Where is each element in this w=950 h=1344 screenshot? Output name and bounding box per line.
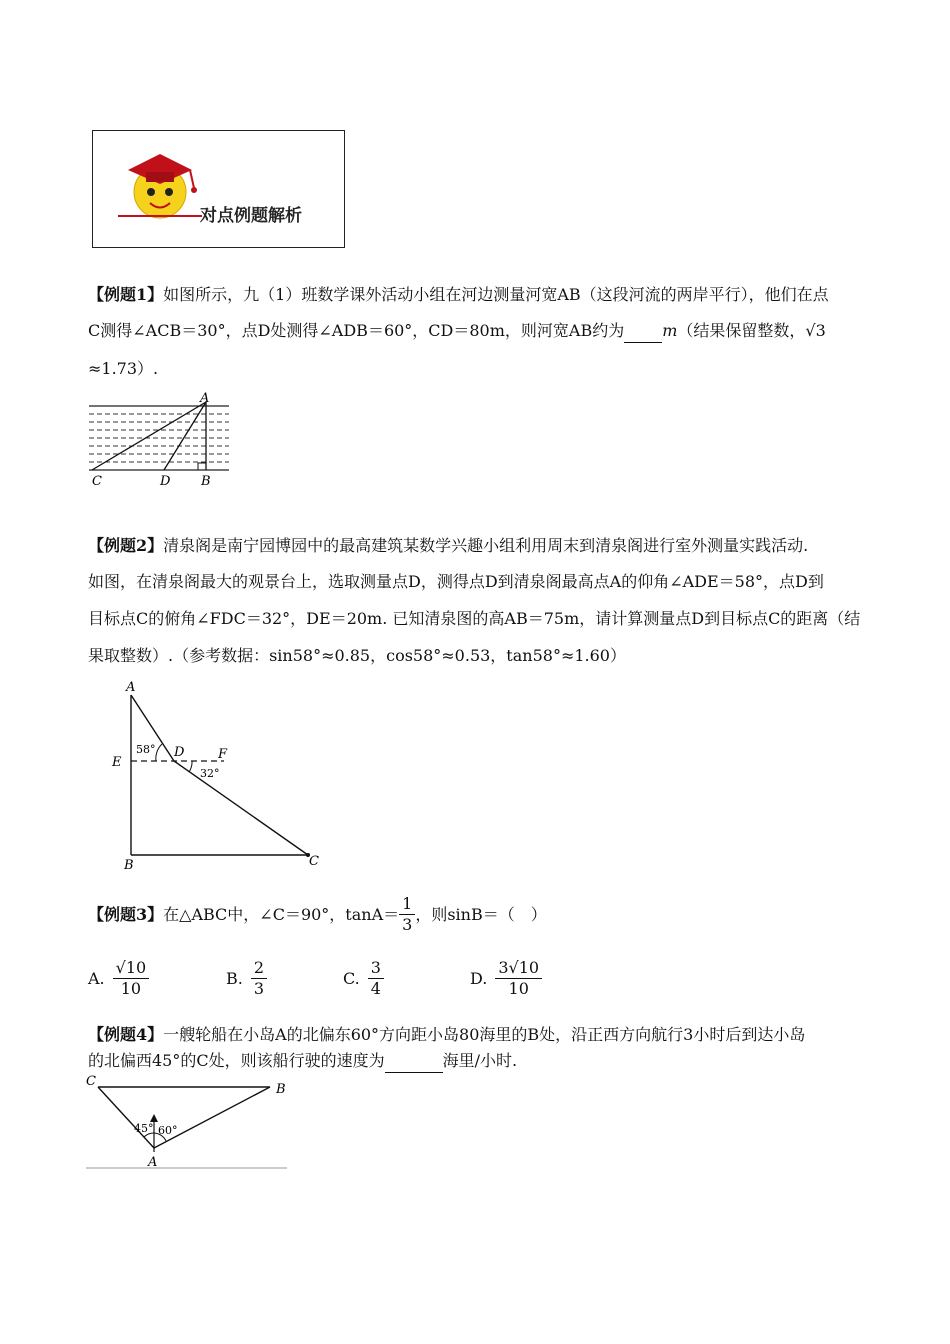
option-c[interactable]: C. $\frac{3}{4}$ <box>343 958 384 999</box>
label-c: C <box>309 854 319 869</box>
answer-blank <box>385 1050 443 1073</box>
label-d: D <box>160 474 171 488</box>
mascot-icon <box>110 140 210 230</box>
ex4-line1 <box>88 1024 805 1046</box>
ex1-unit: m <box>662 321 678 340</box>
ex1-text-2b: （结果保留整数， <box>677 321 806 340</box>
ex4-text-2a: 的北偏西45°的C处，则该船行驶的速度为 <box>88 1051 385 1070</box>
label-a: A <box>148 1155 158 1170</box>
ex3-tag: 【例题3】 <box>88 904 164 924</box>
label-c: C <box>92 474 102 488</box>
label-a: A <box>200 392 210 406</box>
answer-blank <box>624 320 662 343</box>
ex2-line3: 目标点C的俯角∠FDC＝32°，DE＝20m. 已知清泉图的高AB＝75m，请计算测量点D到目标点C的距离（结 <box>88 609 861 628</box>
ex4-tag: 【例题4】 <box>88 1025 164 1044</box>
ex1-text-2a: C测得∠ACB＝30°，点D处测得∠ADB＝60°，CD＝80m，则河宽AB约为 <box>88 321 625 340</box>
label-b: B <box>201 474 211 488</box>
river-diagram <box>86 392 236 488</box>
label-a: A <box>126 680 136 695</box>
ex4-text-1: 一艘轮船在小岛A的北偏东60°方向距小岛80海里的B处，沿正西方向航行3小时后到达小岛 <box>163 1025 806 1044</box>
label-b: B <box>124 858 134 873</box>
label-d: D <box>174 745 185 760</box>
banner-title: 对点例题解析 <box>200 206 302 226</box>
ex2-text-1: 清泉阁是南宁园博园中的最高建筑某数学兴趣小组利用周末到清泉阁进行室外测量实践活动. <box>163 536 809 555</box>
ex3-line1 <box>88 894 547 935</box>
ex2-line2: 如图，在清泉阁最大的观景台上，选取测量点D，测得点D到清泉阁最高点A的仰角∠ADE＝58°，点D到 <box>88 572 824 591</box>
angle-60-label: 60° <box>158 1124 178 1137</box>
ex4-text-2b: 海里/小时. <box>442 1051 518 1070</box>
label-e: E <box>112 755 122 770</box>
option-b[interactable]: B. $\frac{2}{3}$ <box>226 958 267 999</box>
ex1-sqrt3: √3 <box>805 321 826 340</box>
angle-45-label: 45° <box>134 1122 154 1135</box>
ex1-text-1: 如图所示，九（1）班数学课外活动小组在河边测量河宽AB（这段河流的两岸平行），他们在点 <box>163 285 829 304</box>
ex2-tag: 【例题2】 <box>88 536 164 555</box>
ex1-line3: ≈1.73）. <box>88 359 159 378</box>
ex3-stem-b: ，则sinB＝（ ） <box>415 904 547 924</box>
ex1-line2 <box>88 320 826 343</box>
ship-diagram <box>84 1070 294 1170</box>
label-b: B <box>276 1082 286 1097</box>
tower-diagram <box>106 677 326 873</box>
option-d[interactable]: D. $\frac{3√10}{10}$ <box>470 958 542 999</box>
label-c: C <box>86 1074 96 1089</box>
angle-32-label: 32° <box>200 767 220 780</box>
label-f: F <box>218 747 228 762</box>
ex2-line1 <box>88 535 808 557</box>
ex3-stem-a: 在△ABC中，∠C＝90°，tanA＝ <box>163 904 400 924</box>
angle-58-label: 58° <box>136 743 156 756</box>
ex2-line4: 果取整数）.（参考数据：sin58°≈0.85，cos58°≈0.53，tan58°≈1.60） <box>88 646 626 665</box>
ex1-tag: 【例题1】 <box>88 285 164 304</box>
ex1-line1 <box>88 284 829 306</box>
option-a[interactable]: A. $\frac{√10}{10}$ <box>88 958 149 999</box>
tan-fraction: $\frac{1}{3}$ <box>399 894 415 935</box>
